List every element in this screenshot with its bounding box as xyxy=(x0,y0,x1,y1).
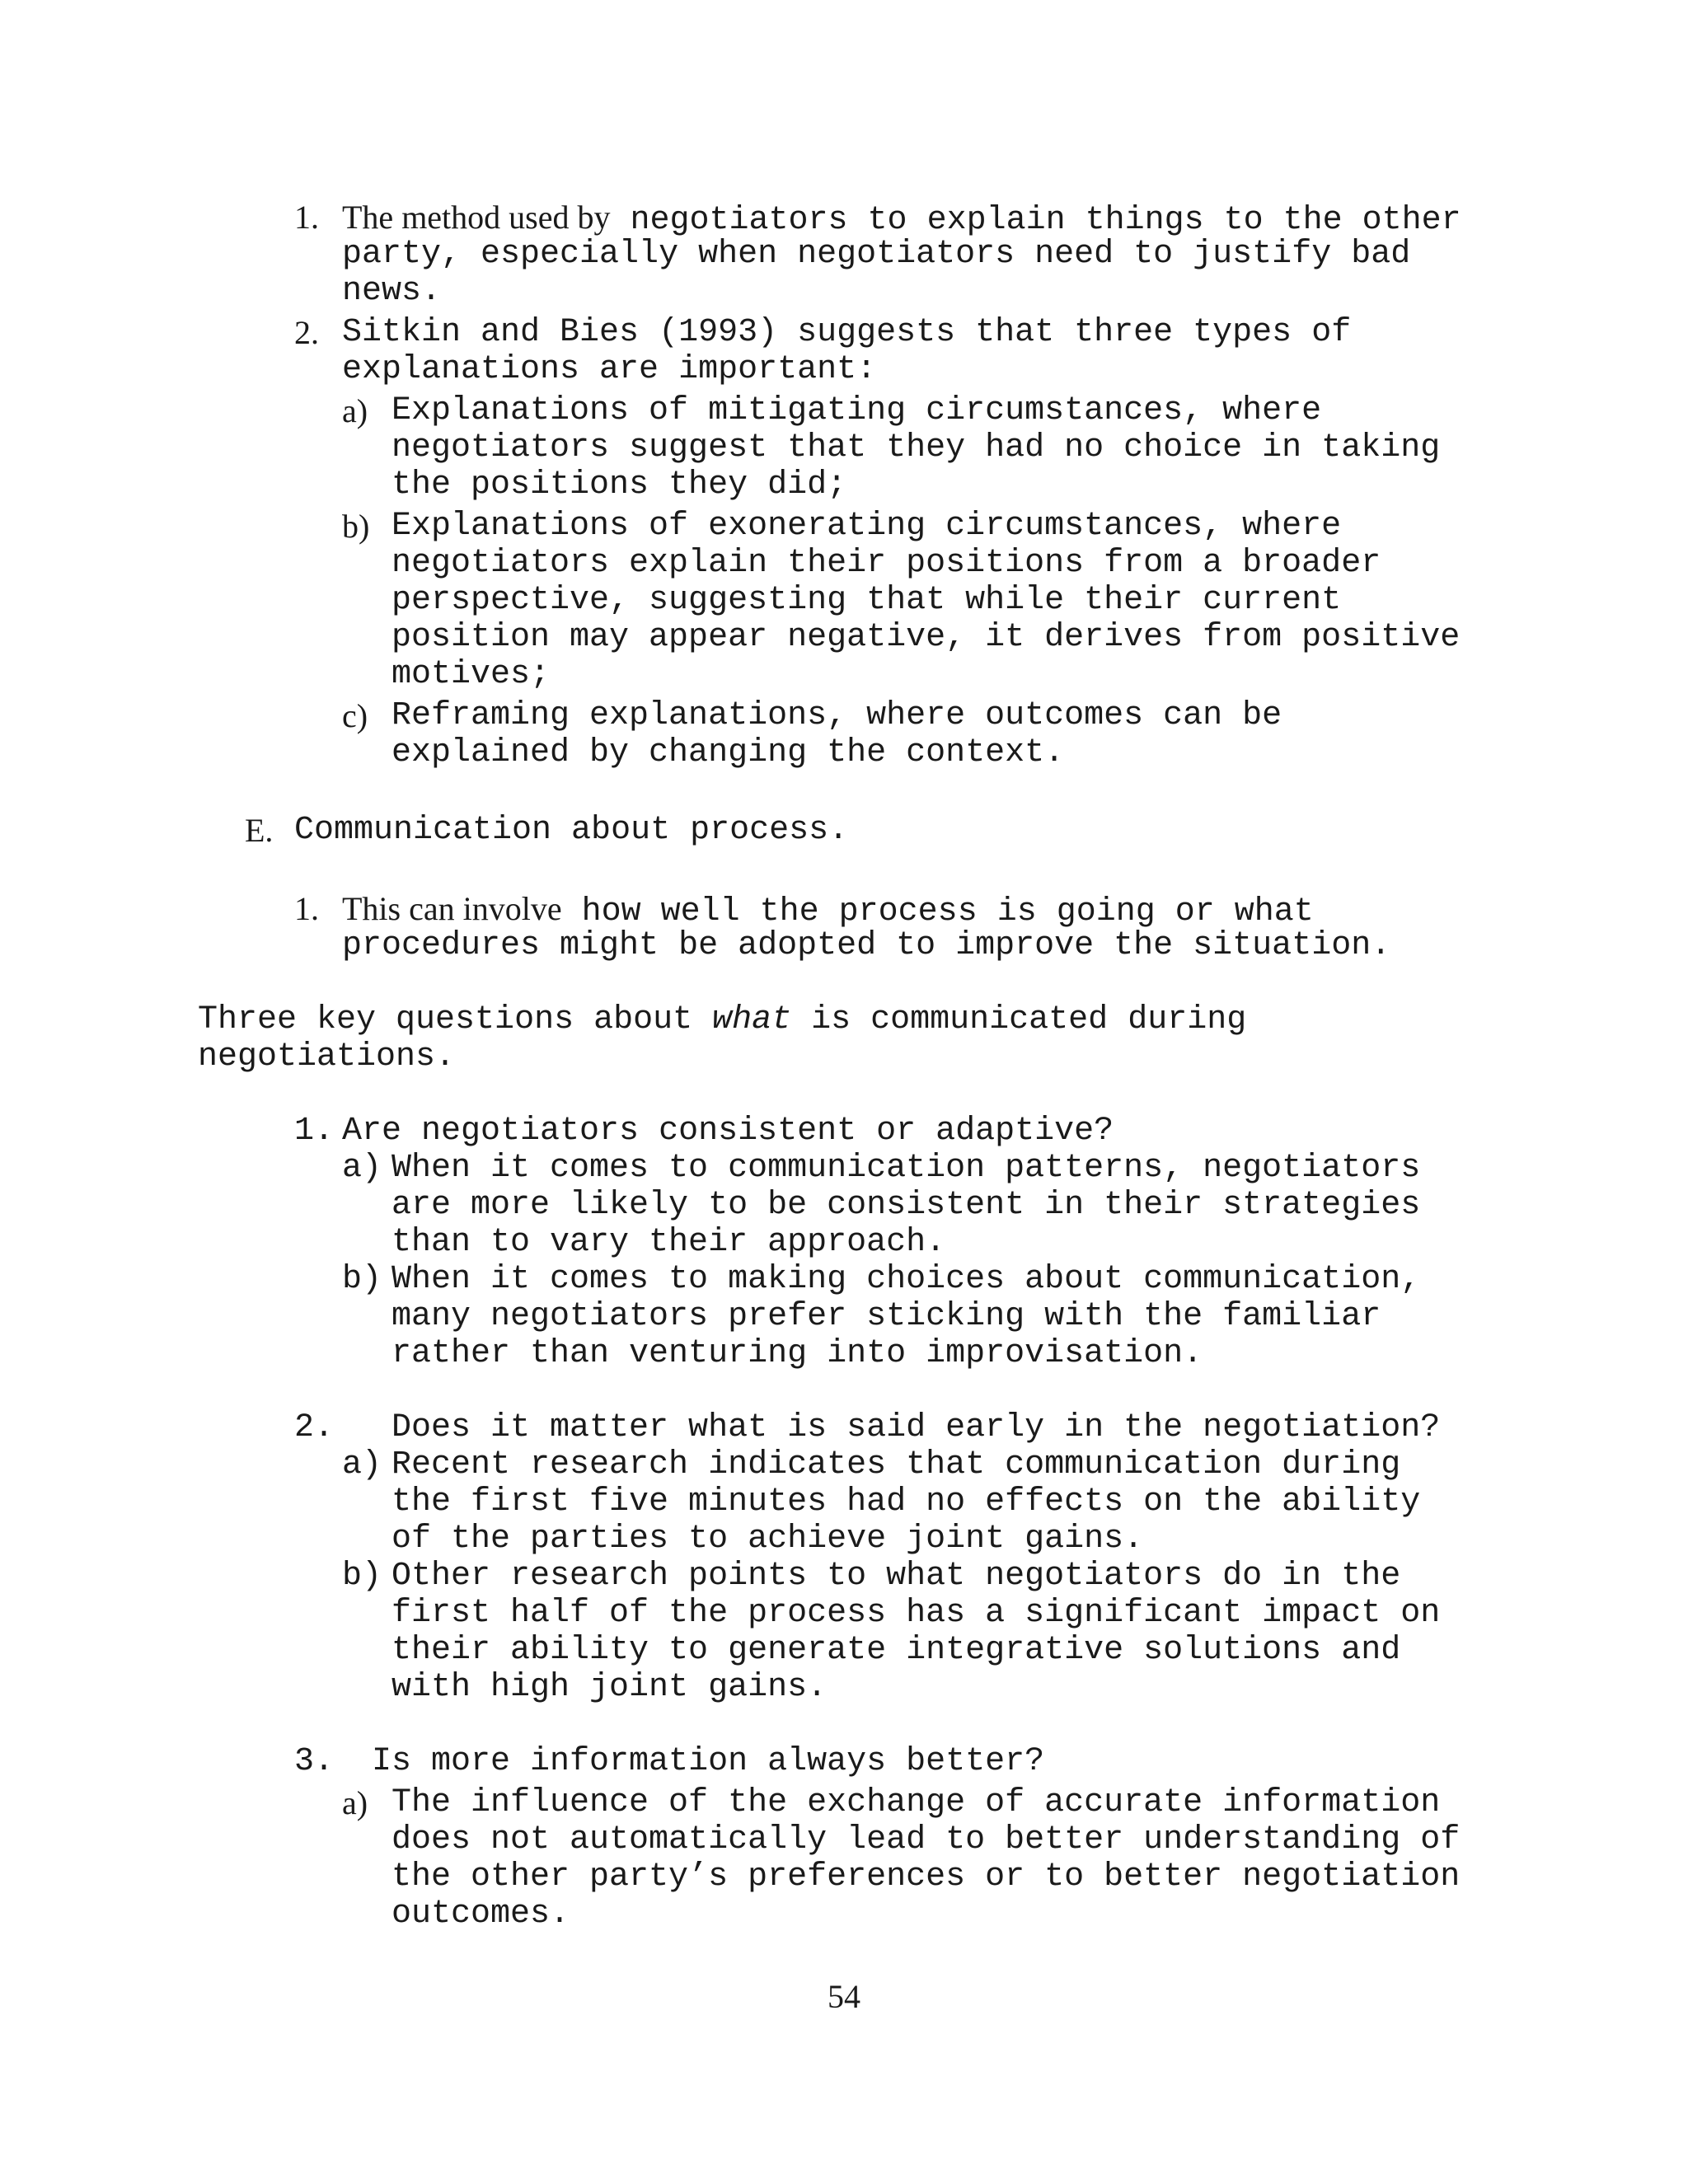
line-text: does not automatically lead to better understanding of xyxy=(392,1821,1461,1858)
line-text: explanations are important: xyxy=(342,351,877,388)
line-text: When it comes to making choices about communication, xyxy=(392,1261,1421,1298)
question-marker: 2. xyxy=(294,1409,335,1446)
line-text: negotiators explain their positions from a broader xyxy=(392,545,1381,582)
line-text: their ability to generate integrative solutions and xyxy=(392,1632,1401,1669)
line-text: explained by changing the context. xyxy=(392,734,1065,771)
intro-emphasis: what xyxy=(712,1001,792,1038)
line-text: Recent research indicates that communication during xyxy=(392,1446,1401,1483)
lead-text: The method used by xyxy=(342,199,611,236)
line-text: party, especially when negotiators need to justify bad xyxy=(342,236,1411,273)
line-text: the positions they did; xyxy=(392,466,847,504)
line-text: negotiators suggest that they had no choice in taking xyxy=(392,429,1441,466)
list-marker: 1. xyxy=(294,199,319,236)
list-marker: 2. xyxy=(294,314,319,351)
line-text: the other party’s preferences or to better negotiation xyxy=(392,1858,1461,1896)
line-text: outcomes. xyxy=(392,1896,570,1933)
sub-marker: a) xyxy=(342,1446,382,1483)
line-text: news. xyxy=(342,273,442,310)
intro-paragraph xyxy=(198,1001,1246,1038)
line-text: Reframing explanations, where outcomes can be xyxy=(392,697,1282,734)
line-text: rather than venturing into improvisation. xyxy=(392,1335,1203,1372)
line-text: than to vary their approach. xyxy=(392,1224,946,1261)
line-text: position may appear negative, it derives from positive xyxy=(392,619,1461,656)
question-marker: 1. xyxy=(294,1113,335,1150)
line-text: first half of the process has a significant impact on xyxy=(392,1595,1441,1632)
line-text: are more likely to be consistent in their strategies xyxy=(392,1187,1421,1224)
sub-marker: b) xyxy=(342,1261,382,1298)
page-number: 54 xyxy=(828,1978,860,2015)
sub-marker: b) xyxy=(342,508,370,545)
line-text: The influence of the exchange of accurate information xyxy=(392,1784,1441,1821)
list-item-text xyxy=(342,199,1461,239)
list-marker: 1. xyxy=(294,890,319,927)
line-text: procedures might be adopted to improve the situation. xyxy=(342,927,1391,964)
question-title: Are negotiators consistent or adaptive? xyxy=(342,1113,1114,1150)
line-text: negotiators to explain things to the other xyxy=(610,202,1461,239)
line-text: When it comes to communication patterns, negotiators xyxy=(392,1150,1421,1187)
line-text: Other research points to what negotiators do in the xyxy=(392,1558,1401,1595)
line-text: Explanations of exonerating circumstances, where xyxy=(392,508,1342,545)
question-marker: 3. xyxy=(294,1743,335,1780)
intro-text: is communicated during xyxy=(791,1001,1247,1038)
line-text: of the parties to achieve joint gains. xyxy=(392,1521,1144,1558)
sub-marker: a) xyxy=(342,1150,382,1187)
section-heading: Communication about process. xyxy=(294,812,849,849)
line-text: perspective, suggesting that while their current xyxy=(392,582,1342,619)
sub-marker: b) xyxy=(342,1558,382,1595)
sub-marker: c) xyxy=(342,697,368,734)
sub-marker: a) xyxy=(342,392,368,429)
line-text: many negotiators prefer sticking with the familiar xyxy=(392,1298,1381,1335)
intro-text: negotiations. xyxy=(198,1038,456,1076)
question-title: Does it matter what is said early in the negotiation? xyxy=(392,1409,1441,1446)
section-marker: E. xyxy=(245,812,274,849)
lead-text: This can involve xyxy=(342,890,562,927)
line-text: Explanations of mitigating circumstances, where xyxy=(392,392,1322,429)
line-text: with high joint gains. xyxy=(392,1669,828,1706)
question-title: Is more information always better? xyxy=(372,1743,1045,1780)
line-text: the first five minutes had no effects on the ability xyxy=(392,1483,1421,1521)
list-item-text xyxy=(342,890,1314,930)
line-text: motives; xyxy=(392,656,551,693)
intro-text: Three key questions about xyxy=(198,1001,713,1038)
sub-marker: a) xyxy=(342,1784,368,1821)
line-text: how well the process is going or what xyxy=(561,893,1314,930)
line-text: Sitkin and Bies (1993) suggests that three types of xyxy=(342,314,1352,351)
